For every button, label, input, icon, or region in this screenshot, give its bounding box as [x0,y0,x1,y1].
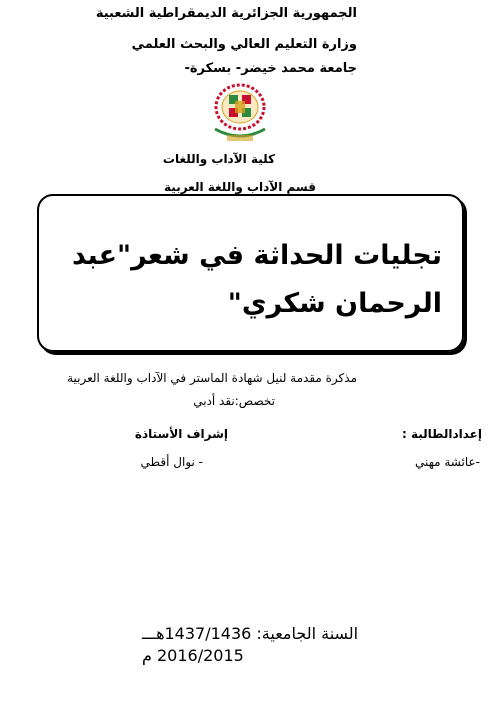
title-frame [37,194,464,352]
thesis-title: تجليات الحداثة في شعر"عبد الرحمان شكري" [71,240,442,319]
academic-year-hijri: السنة الجامعية: 1437/1436هـــ [142,624,359,643]
department-name: قسم الآداب واللغة العربية [164,180,316,194]
thesis-purpose: مذكرة مقدمة لنيل شهادة الماستر في الآداب واللغة العربية [67,371,357,385]
prepared-by-label: إعدادالطالبة : [402,427,482,441]
supervisor-name: - نوال أقطي [140,455,203,469]
supervisor-label: إشراف الأستاذة [134,427,228,441]
faculty-name: كلية الآداب واللغات [162,152,275,166]
thesis-specialty: تخصص:نقد أدبي [193,394,275,408]
republic-name: الجمهورية الجزائرية الديمقراطية الشعبية [95,6,357,21]
university-seal-icon [205,81,275,146]
student-name: -عائشة مهني [414,455,480,469]
academic-year-gregorian: 2016/2015 م [142,646,244,665]
ministry-name: وزارة التعليم العالي والبحث العلمي [131,37,357,52]
university-name: جامعة محمد خيضر- بسكرة- [184,61,357,76]
